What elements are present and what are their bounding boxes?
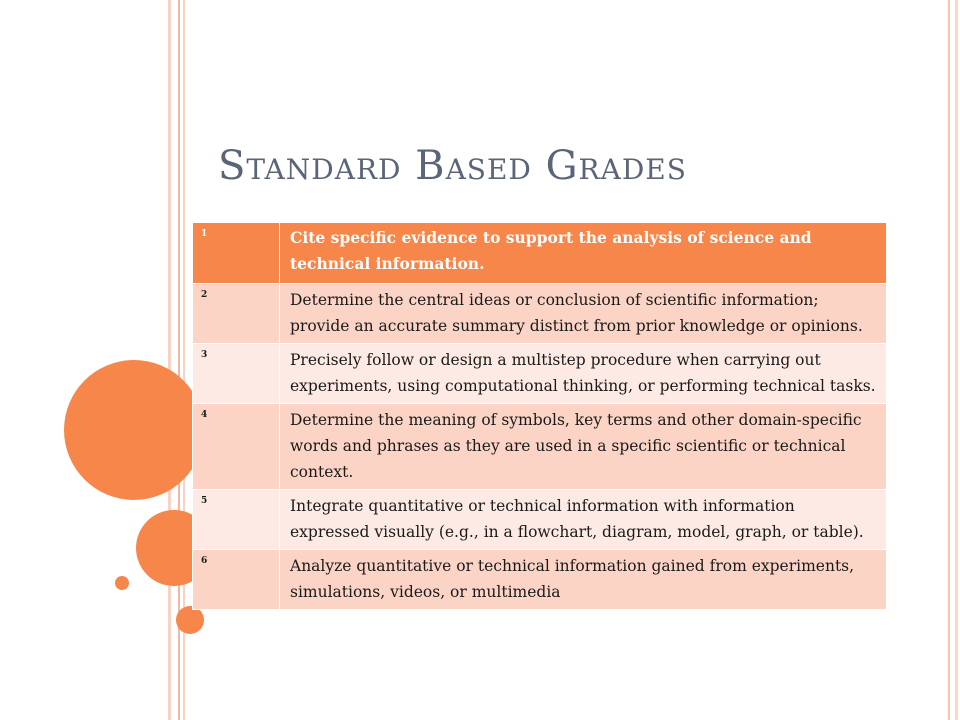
table-row (193, 550, 887, 610)
decorative-circle-partial (176, 606, 204, 634)
table-row (193, 284, 887, 344)
row-text: Analyze quantitative or technical information gained from experiments, simulations, videos, or multimedia (280, 550, 887, 610)
row-text: Cite specific evidence to support the analysis of science and technical information. (280, 223, 887, 284)
standards-table (192, 222, 887, 610)
table-row (193, 223, 887, 284)
decorative-line (168, 0, 171, 720)
row-text: Determine the meaning of symbols, key terms and other domain-specific words and phrases as they are used in a specific scientific or technical context. (280, 404, 887, 490)
row-number: 3 (193, 344, 280, 404)
row-number: 1 (193, 223, 280, 284)
decorative-line (955, 0, 958, 720)
row-number: 2 (193, 284, 280, 344)
row-text: Integrate quantitative or technical information with information expressed visually (e.g., in a flowchart, diagram, model, graph, or table). (280, 490, 887, 550)
decorative-circle-small (115, 576, 129, 590)
table-row (193, 344, 887, 404)
table-row (193, 404, 887, 490)
decorative-circle-large (64, 360, 204, 500)
row-number: 5 (193, 490, 280, 550)
table-row (193, 490, 887, 550)
row-text: Precisely follow or design a multistep procedure when carrying out experiments, using computational thinking, or performing technical tasks. (280, 344, 887, 404)
row-text: Determine the central ideas or conclusion of scientific information; provide an accurate summary distinct from prior knowledge or opinions. (280, 284, 887, 344)
slide-title: Standard Based Grades (218, 143, 687, 189)
row-number: 6 (193, 550, 280, 610)
row-number: 4 (193, 404, 280, 490)
decorative-line (948, 0, 950, 720)
